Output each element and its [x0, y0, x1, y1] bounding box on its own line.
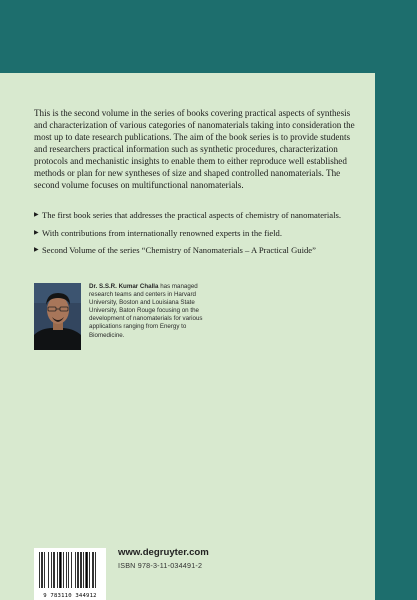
barcode-bars — [38, 552, 102, 590]
barcode-bar — [57, 552, 58, 588]
barcode-bar — [44, 552, 45, 588]
barcode-digits: 9 783110 344912 — [43, 593, 97, 599]
barcode-bar — [39, 552, 40, 588]
barcode-bar — [85, 552, 87, 588]
back-cover-panel — [0, 73, 375, 600]
feature-text: Second Volume of the series “Chemistry of Nanomaterials – A Practical Guide” — [42, 245, 316, 255]
author-bio — [89, 283, 217, 340]
barcode-bar — [53, 552, 55, 588]
triangle-bullet-icon: ▶ — [34, 212, 39, 218]
barcode-bar — [95, 552, 96, 588]
isbn-barcode — [34, 548, 106, 600]
barcode-bar — [41, 552, 43, 588]
barcode-bar — [80, 552, 82, 588]
barcode-bar — [59, 552, 61, 588]
barcode-bar — [66, 552, 67, 588]
barcode-bar — [48, 552, 49, 588]
triangle-bullet-icon: ▶ — [34, 247, 39, 253]
barcode-bar — [77, 552, 79, 588]
feature-item — [34, 228, 364, 240]
triangle-bullet-icon: ▶ — [34, 229, 39, 236]
barcode-bar — [68, 552, 69, 588]
barcode-bar — [51, 552, 52, 588]
author-description: has managed research teams and centers in Harvard University, Boston and Louisiana State University, Baton Rouge focusing on the development of nanomaterials for various applications ranging from Energy to Biomedicine. — [89, 283, 203, 339]
publisher-website[interactable]: www.degruyter.com — [118, 547, 209, 558]
feature-item — [34, 245, 364, 257]
barcode-bar — [71, 552, 72, 588]
feature-item — [34, 210, 364, 222]
intro-paragraph: This is the second volume in the series of books covering practical aspects of synthesis and characterization of various categories of nanomaterials taking into consideration the most up to date research publications. The aim of the book series is to provide students and researchers practical information such as synthetic procedures, characterization protocols and mechanistic insights to enable them to either reproduce well established methods or plan for new syntheses of size and shaped controlled nanomaterials. The second volume focuses on multifunctional nanomaterials. — [34, 108, 355, 190]
barcode-bar — [92, 552, 94, 588]
barcode-bar — [63, 552, 64, 588]
feature-text: With contributions from internationally renowned experts in the field. — [42, 227, 282, 238]
barcode-bar — [89, 552, 90, 588]
barcode-bar — [83, 552, 84, 588]
feature-list — [34, 210, 364, 263]
author-photo — [34, 283, 81, 350]
author-name: Dr. S.S.R. Kumar Challa — [89, 283, 159, 290]
barcode-bar — [75, 552, 76, 588]
isbn-number: ISBN 978-3-11-034491-2 — [118, 561, 203, 570]
feature-text: The first book series that addresses the practical aspects of chemistry of nanomaterials. — [42, 210, 342, 220]
